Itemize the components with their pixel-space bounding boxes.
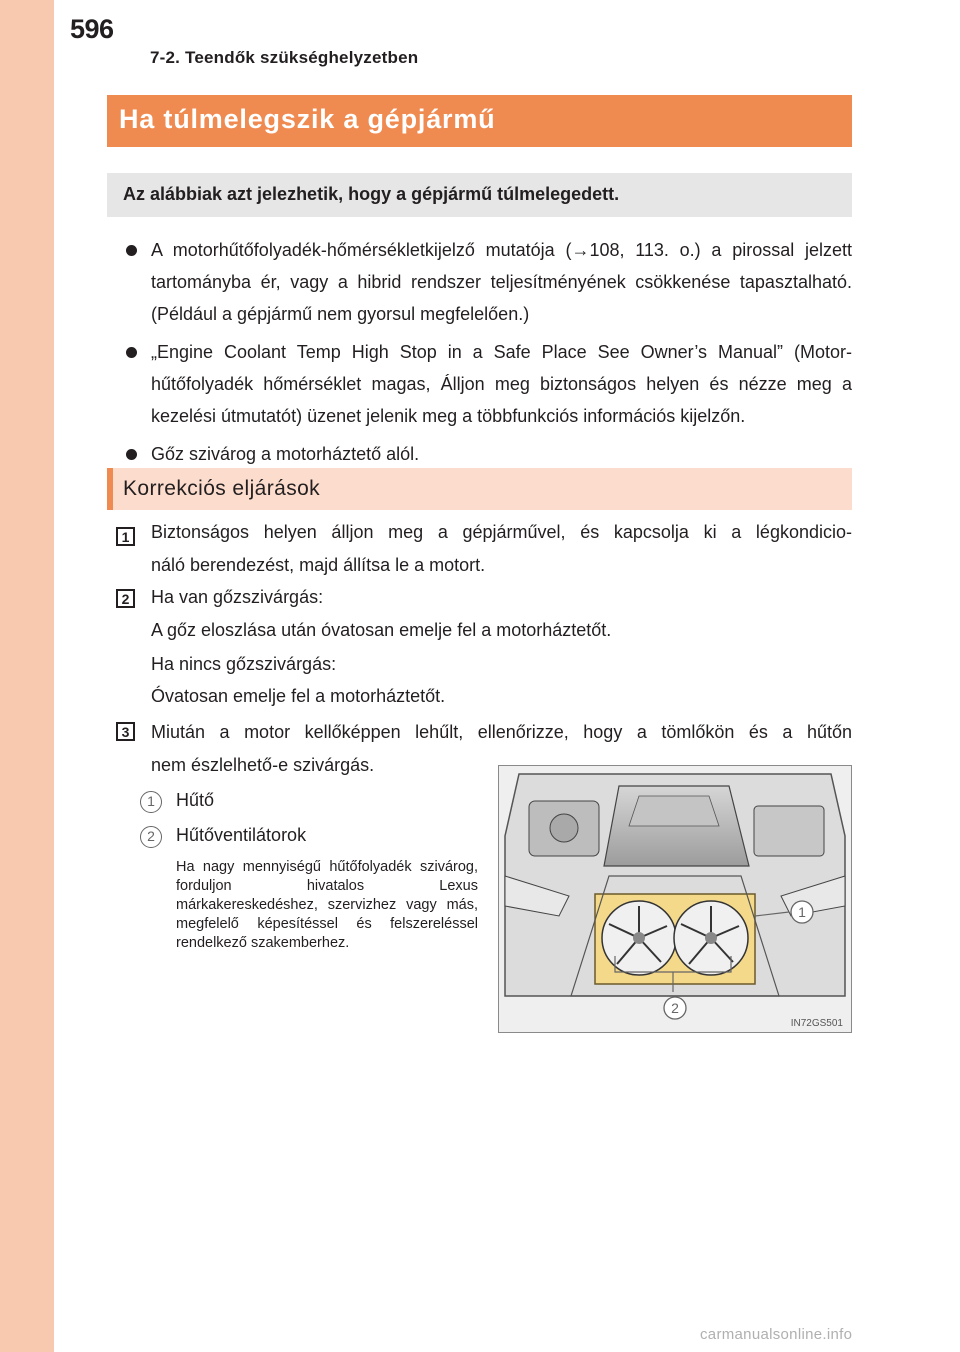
engine-illustration xyxy=(498,765,852,1033)
bullet-icon xyxy=(126,347,137,358)
chapter-title: 7-2. Teendők szükséghelyzetben xyxy=(150,48,419,67)
page-number: 596 xyxy=(70,14,114,44)
step-1-line-2: náló berendezést, majd állítsa le a motort. xyxy=(151,555,486,575)
step-3-line-2: nem észlelhető-e szivárgás. xyxy=(151,755,375,775)
engine-bay-drawing xyxy=(499,766,851,1032)
cooling-fan-right xyxy=(674,901,748,975)
step-1-line-1: Biztonságos helyen álljon meg a gépjárművel, és kapcsolja ki a légkondicio- xyxy=(151,522,852,542)
step-3-line-1: Miután a motor kellőképpen lehűlt, ellenőrizze, hogy a tömlőkön és a hűtőn xyxy=(151,722,852,742)
callout-label-fans: Hűtőventilátorok xyxy=(176,825,307,845)
bullet-icon xyxy=(126,245,137,256)
symptom-list xyxy=(125,234,852,476)
list-item xyxy=(125,234,852,330)
bullet-text: A motorhűtőfolyadék-hőmérsékletkijelző mutatója (→108, 113. o.) a pirossal jelzett tartományba ér, vagy a hibrid rendszer teljesítményének csökkenése tapasztalható. (Például a gépjármű nem gyorsul megfelelően.) xyxy=(151,240,852,324)
note-text: Ha nagy mennyiségű hűtőfolyadék szivárog, forduljon hivatalos Lexus márkakereskedéshez, szervizhez vagy más, megfelelő képesítéssel és felszereléssel rendelkező szakemberhez. xyxy=(176,859,478,951)
list-item xyxy=(125,438,852,470)
step-number-1: 1 xyxy=(116,527,135,546)
callout-number-2: 2 xyxy=(140,826,162,848)
step-2-line-3: Ha nincs gőzszivárgás: xyxy=(151,654,337,674)
fuse-box xyxy=(754,806,824,856)
figure-code: IN72GS501 xyxy=(790,1018,843,1029)
subsection-heading xyxy=(107,468,852,510)
reservoir-cap xyxy=(550,814,578,842)
callout-number-1: 1 xyxy=(140,791,162,813)
step-2-line-4: Óvatosan emelje fel a motorháztetőt. xyxy=(151,686,446,706)
page-sidebar xyxy=(0,0,54,1352)
cooling-fan-left xyxy=(602,901,676,975)
callout-label-radiator: Hűtő xyxy=(176,790,215,810)
figure-callout-1: 1 xyxy=(798,904,806,920)
heading-accent xyxy=(107,468,113,510)
step-number-3: 3 xyxy=(116,722,135,741)
footer-watermark: carmanualsonline.info xyxy=(700,1326,853,1343)
subsection-title: Korrekciós eljárások xyxy=(123,477,321,500)
bullet-icon xyxy=(126,449,137,460)
section-heading: Ha túlmelegszik a gépjármű xyxy=(107,95,852,147)
intro-box: Az alábbiak azt jelezhetik, hogy a gépjármű túlmelegedett. xyxy=(107,173,852,217)
bullet-text: „Engine Coolant Temp High Stop in a Safe Place See Owner’s Manual” (Motor-hűtőfolyadék hőmérséklet magas, Álljon meg biztonságos helyen és nézze meg a kezelési útmutatót) üzenet jelenik meg a többfunkciós információs kijelzőn. xyxy=(151,342,852,426)
step-number-2: 2 xyxy=(116,589,135,608)
engine-cover-emblem xyxy=(629,796,719,826)
figure-callout-2: 2 xyxy=(671,1000,679,1016)
list-item xyxy=(125,336,852,432)
bullet-text: Gőz szivárog a motorháztető alól. xyxy=(151,444,420,464)
step-2-line-1: Ha van gőzszivárgás: xyxy=(151,587,324,607)
step-2-line-2: A gőz eloszlása után óvatosan emelje fel a motorháztetőt. xyxy=(151,620,612,640)
